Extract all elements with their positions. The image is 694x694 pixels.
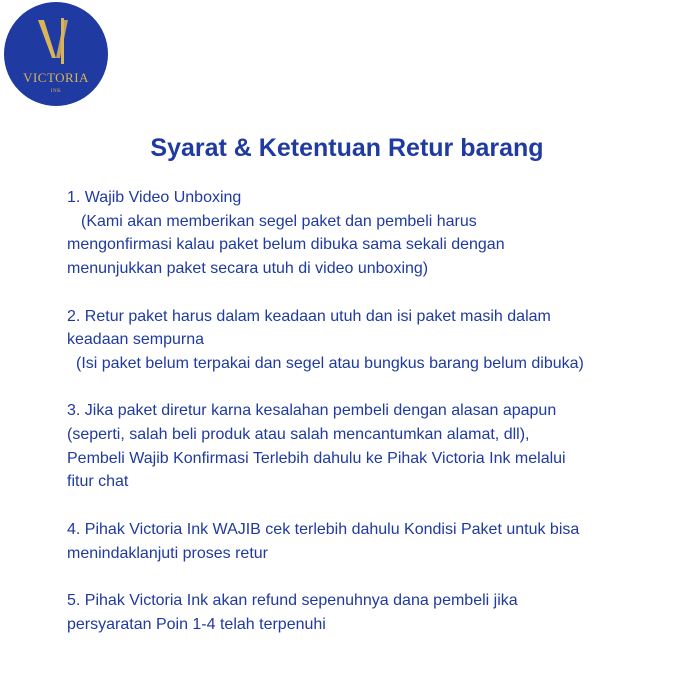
- spacer: [67, 376, 667, 400]
- victoria-ink-logo-mark: [4, 2, 108, 106]
- term-2-heading: 2. Retur paket harus dalam keadaan utuh dan isi paket masih dalam: [67, 307, 551, 325]
- brand-logo: [4, 2, 108, 106]
- term-1-detail-line: (Kami akan memberikan segel paket dan pembeli harus: [81, 212, 477, 230]
- term-1-heading: 1. Wajib Video Unboxing: [67, 189, 242, 206]
- term-3-heading: 3. Jika paket diretur karna kesalahan pembeli dengan alasan apapun: [67, 402, 557, 420]
- term-2-detail-line: (Isi paket belum terpakai dan segel atau bungkus barang belum dibuka): [76, 354, 584, 372]
- page-title: Syarat & Ketentuan Retur barang: [150, 134, 544, 162]
- term-5-heading: 5. Pihak Victoria Ink akan refund sepenuhnya dana pembeli jika: [67, 591, 518, 609]
- term-1-detail-line: menunjukkan paket secara utuh di video unboxing): [67, 260, 429, 278]
- spacer: [67, 565, 667, 589]
- terms-content: [67, 186, 667, 636]
- term-3-detail-line: Pembeli Wajib Konfirmasi Terlebih dahulu ke Pihak Victoria Ink melalui: [67, 449, 566, 467]
- term-1-detail-line: mengonfirmasi kalau paket belum dibuka sama sekali dengan: [67, 236, 505, 254]
- term-3-detail-line: fitur chat: [67, 473, 129, 491]
- spacer: [67, 281, 667, 305]
- term-5-detail-line: persyaratan Poin 1-4 telah terpenuhi: [67, 615, 326, 633]
- logo-brand-text: VICTORIA: [23, 70, 89, 85]
- term-4-detail-line: menindaklanjuti proses retur: [67, 544, 268, 562]
- term-3-detail-line: (seperti, salah beli produk atau salah mencantumkan alamat, dll),: [67, 426, 530, 443]
- logo-sub-text: INK: [50, 89, 62, 94]
- term-2-heading-cont: keadaan sempurna: [67, 331, 204, 349]
- spacer: [67, 494, 667, 518]
- term-4-heading: 4. Pihak Victoria Ink WAJIB cek terlebih dahulu Kondisi Paket untuk bisa: [67, 520, 580, 538]
